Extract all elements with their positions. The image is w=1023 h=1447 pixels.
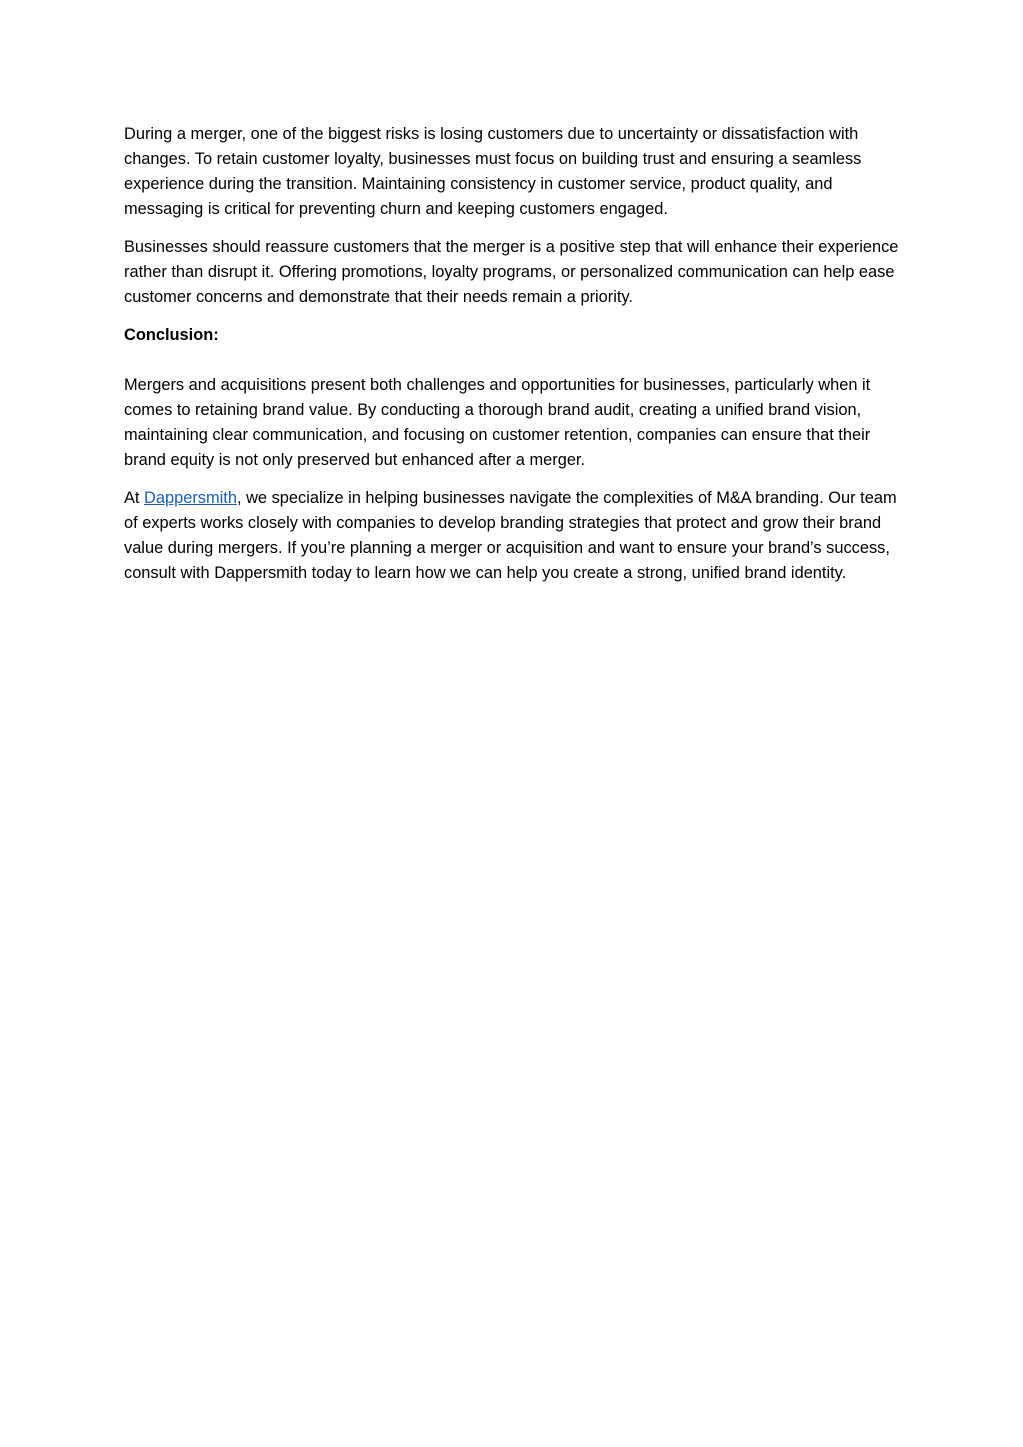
- paragraph-prefix-text: At: [124, 489, 145, 507]
- paragraph-suffix-text: , we specialize in helping businesses navigate the complexities of M&A branding. Our team of experts works closely with companies to develop branding strategies that protect and grow their brand value during mergers. If you’re planning a merger or acquisition and want to ensure your brand’s success, consult with Dappersmith today to learn how we can help you create a strong, unified brand identity.: [124, 489, 897, 582]
- conclusion-heading: Conclusion:: [124, 326, 219, 344]
- paragraph-customer-risk: During a merger, one of the biggest risks is losing customers due to uncertainty or dissatisfaction with changes. To retain customer loyalty, businesses must focus on building trust and ensuring a seamless experience during the transition. Maintaining consistency in customer service, product quality, and messaging is critical for preventing churn and keeping customers engaged.: [124, 125, 862, 218]
- dappersmith-link[interactable]: Dappersmith: [144, 489, 237, 507]
- paragraph-dappersmith: [124, 486, 899, 586]
- paragraph-conclusion: Mergers and acquisitions present both challenges and opportunities for businesses, particularly when it comes to retaining brand value. By conducting a thorough brand audit, creating a unified brand vision, maintaining clear communication, and focusing on customer retention, companies can ensure that their brand equity is not only preserved but enhanced after a merger.: [124, 376, 871, 469]
- document-body: [124, 122, 899, 599]
- paragraph-reassure-customers: Businesses should reassure customers that the merger is a positive step that will enhance their experience rather than disrupt it. Offering promotions, loyalty programs, or personalized communication can help ease customer concerns and demonstrate that their needs remain a priority.: [124, 238, 899, 306]
